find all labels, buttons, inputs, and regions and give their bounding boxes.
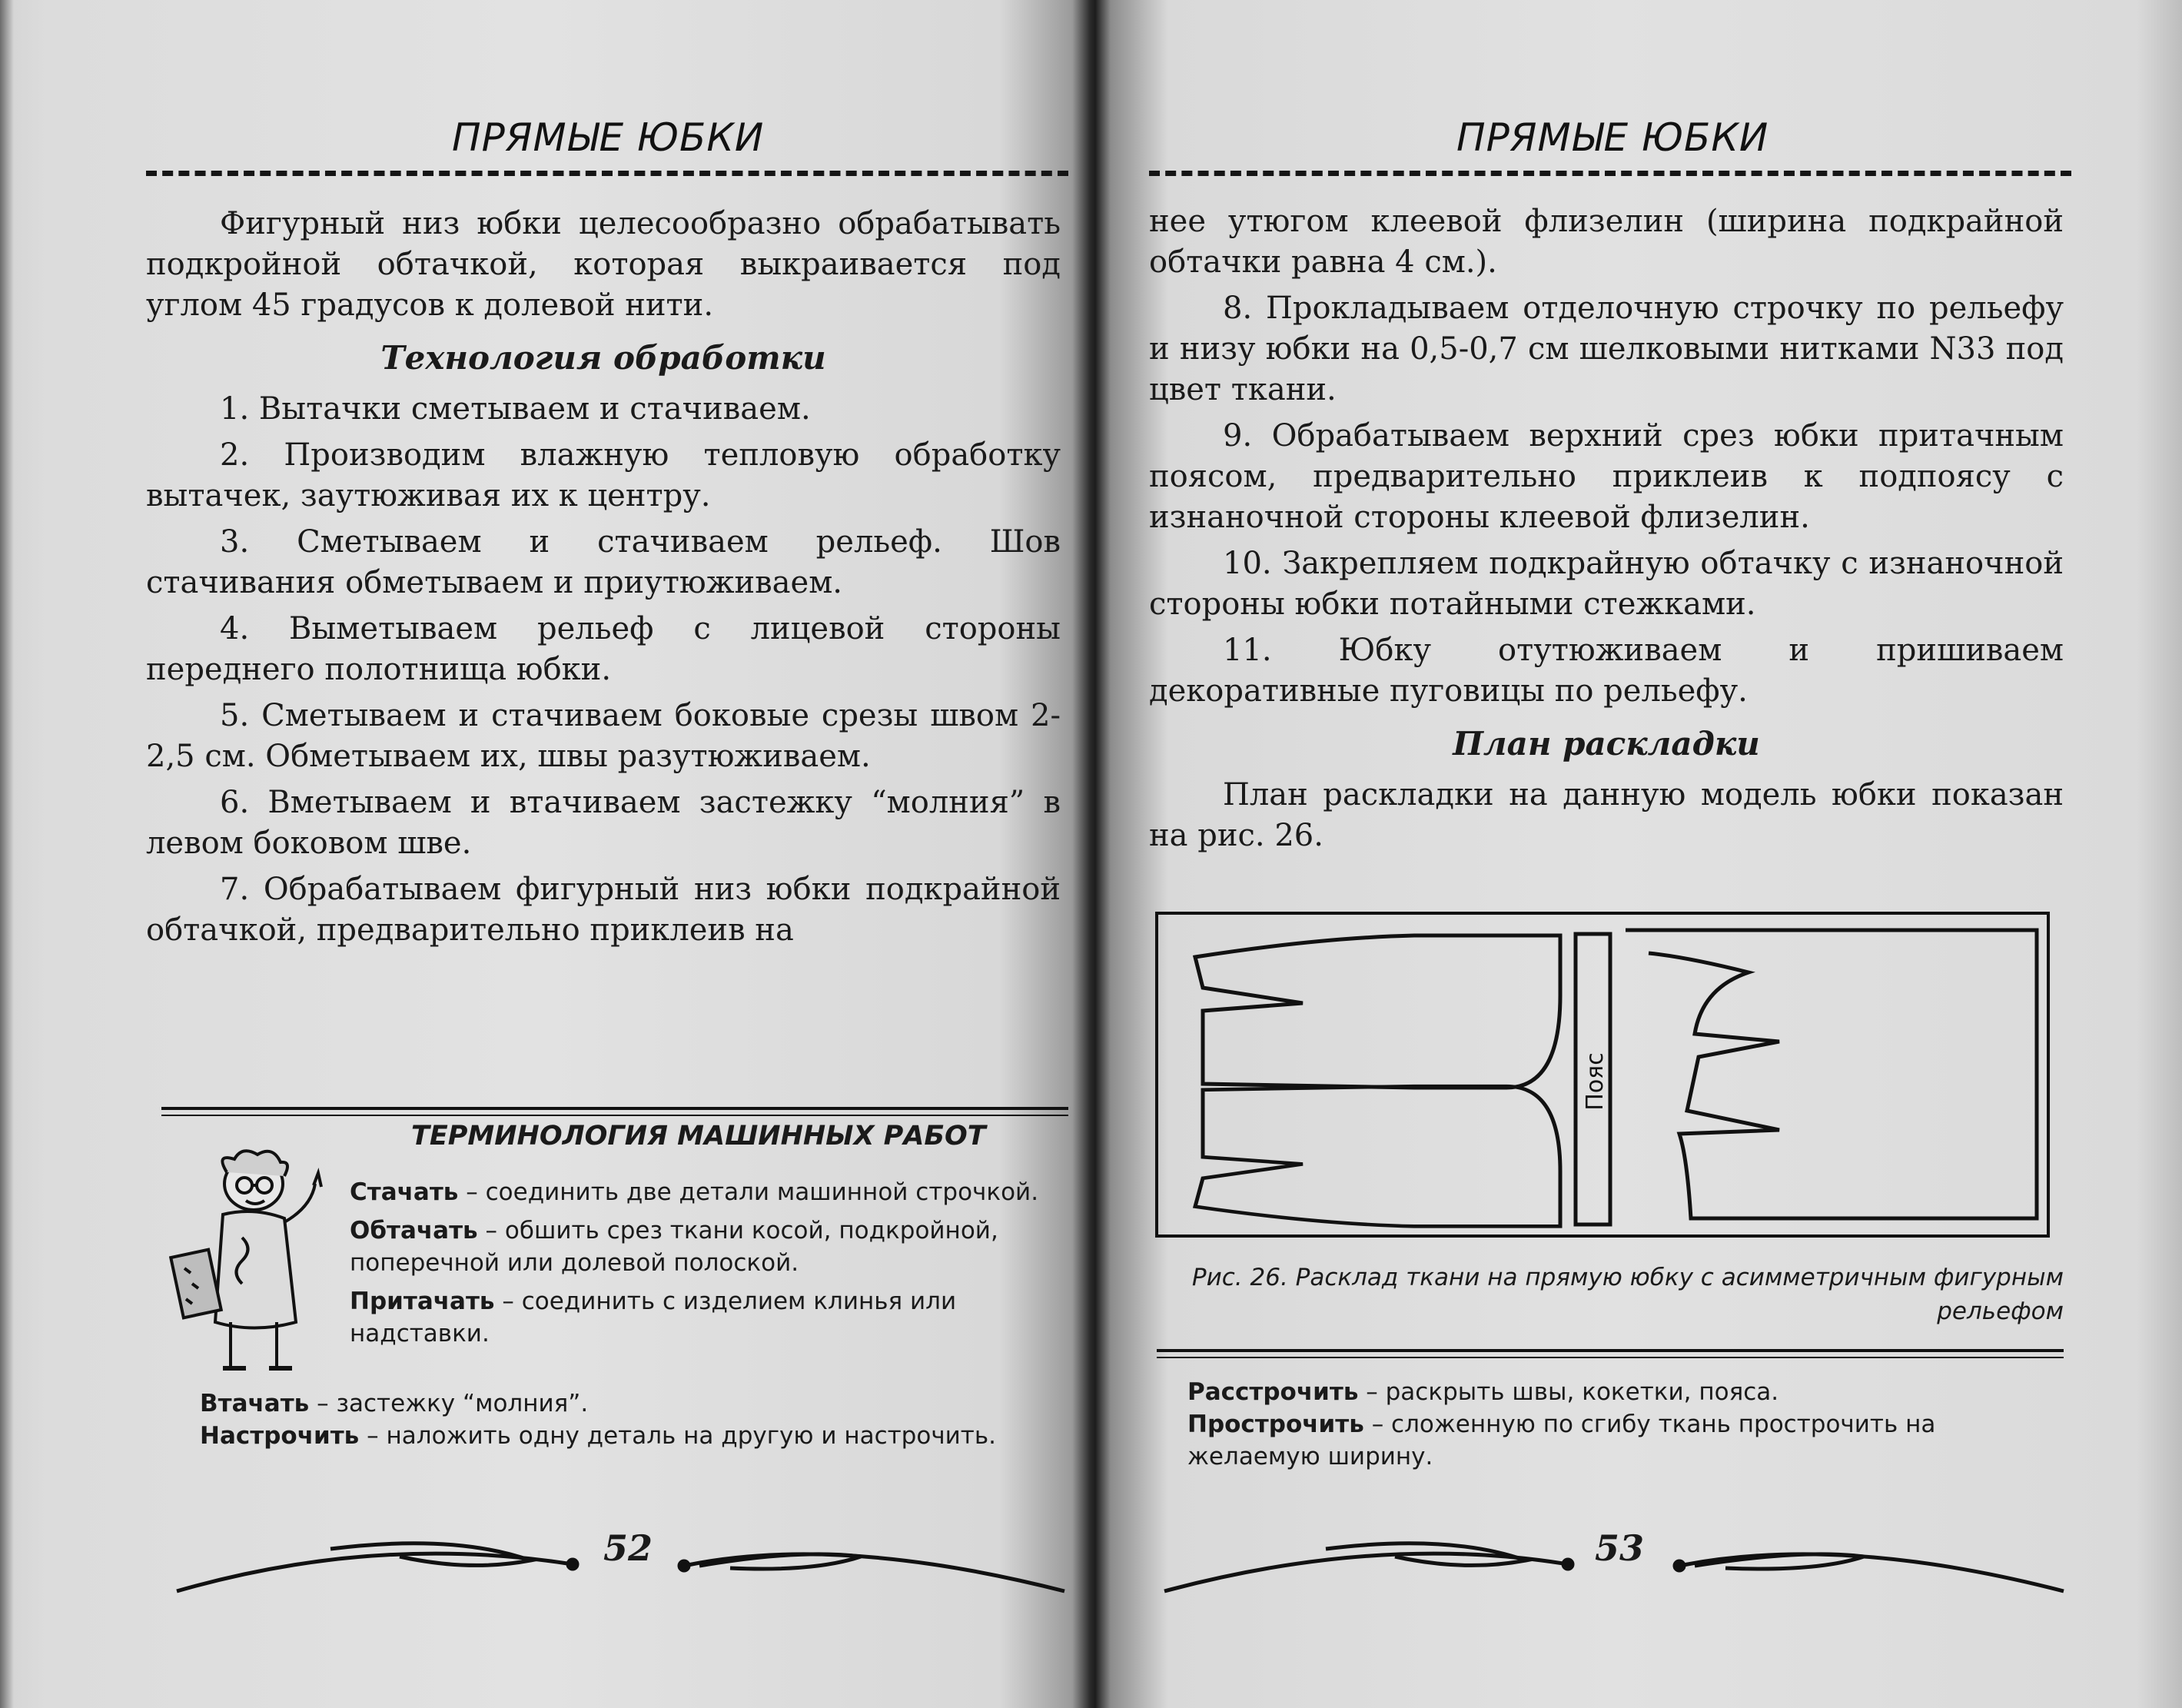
term-item bbox=[200, 1420, 1072, 1452]
figure-caption: Рис. 26. Расклад ткани на прямую юбку с асимметричным фигурным рельефом bbox=[1191, 1264, 2064, 1325]
term-definition: – соединить с изделием клинья или надставки. bbox=[350, 1288, 957, 1347]
step-9: 9. Обрабатываем верхний срез юбки притачным поясом, предварительно приклеив к подпоясу с изнаночной стороны клеевой флизелин. bbox=[1149, 418, 2064, 535]
terminology-list bbox=[1187, 1376, 2064, 1473]
term-definition: – наложить одну деталь на другую и настрочить. bbox=[359, 1422, 996, 1450]
step-4: 4. Выметываем рельеф с лицевой стороны переднего полотнища юбки. bbox=[146, 611, 1061, 687]
step-5: 5. Сметываем и стачиваем боковые срезы швом 2-2,5 см. Обметываем их, швы разутюживаем. bbox=[146, 698, 1061, 774]
terminology-title: ТЕРМИНОЛОГИЯ МАШИННЫХ РАБОТ bbox=[411, 1121, 986, 1151]
continuation-paragraph: нее утюгом клеевой флизелин (ширина подкрайной обтачки равна 4 см.). bbox=[1149, 204, 2064, 280]
page-number: 53 bbox=[1595, 1527, 1645, 1569]
term-name: Стачать bbox=[350, 1178, 459, 1206]
page-number: 52 bbox=[603, 1527, 653, 1569]
term-item bbox=[350, 1215, 1072, 1279]
intro-paragraph: Фигурный низ юбки целесообразно обрабатывать подкройной обтачкой, которая выкраивается под углом 45 градусов к долевой нити. bbox=[146, 206, 1061, 323]
step-11: 11. Юбку отутюживаем и пришиваем декоративные пуговицы по рельефу. bbox=[1149, 633, 2064, 709]
terminology-list-lower bbox=[200, 1387, 1072, 1452]
step-7: 7. Обрабатываем фигурный низ юбки подкрайной обтачкой, предварительно приклеив на bbox=[146, 872, 1061, 948]
term-definition: – соединить две детали машинной строчкой. bbox=[458, 1178, 1039, 1206]
term-item bbox=[1187, 1376, 2064, 1408]
terminology-top-rule-thin bbox=[1157, 1357, 2064, 1358]
term-name: Втачать bbox=[200, 1390, 310, 1417]
step-3: 3. Сметываем и стачиваем рельеф. Шов стачивания обметываем и приутюживаем. bbox=[146, 524, 1061, 600]
tailor-mascot-illustration bbox=[169, 1145, 338, 1376]
right-page bbox=[1149, 0, 2071, 1708]
section-title: Технология обработки bbox=[380, 339, 826, 377]
waistband-label: Пояс bbox=[1582, 1052, 1609, 1111]
step-8: 8. Прокладываем отделочную строчку по рельефу и низу юбки на 0,5-0,7 см шелковыми нитками N33 под цвет ткани. bbox=[1149, 291, 2064, 407]
term-definition: – сложенную по сгибу ткань прострочить на желаемую ширину. bbox=[1187, 1411, 1936, 1470]
step-1: 1. Вытачки сметываем и стачиваем. bbox=[220, 391, 811, 427]
fabric-layout-diagram bbox=[1149, 911, 2056, 1241]
right-body-text bbox=[1149, 201, 2064, 862]
terminology-top-rule bbox=[1157, 1349, 2064, 1352]
right-running-header bbox=[1149, 115, 2071, 184]
plan-paragraph: План раскладки на данную модель юбки показан на рис. 26. bbox=[1149, 777, 2064, 853]
terminology-top-rule-thin bbox=[161, 1115, 1068, 1116]
left-running-header bbox=[146, 115, 1068, 184]
terminology-top-rule bbox=[161, 1107, 1068, 1110]
right-footer bbox=[1149, 1518, 2071, 1610]
term-name: Притачать bbox=[350, 1288, 495, 1315]
term-definition: – застежку “молния”. bbox=[309, 1390, 589, 1417]
term-item bbox=[350, 1285, 1072, 1350]
term-definition: – обшить срез ткани косой, подкройной, поперечной или долевой полоской. bbox=[350, 1217, 998, 1277]
step-2: 2. Производим влажную тепловую обработку вытачек, заутюживая их к центру. bbox=[146, 437, 1061, 513]
term-item bbox=[1187, 1408, 2064, 1473]
term-item bbox=[350, 1176, 1072, 1208]
step-6: 6. Вметываем и втачиваем застежку “молния” в левом боковом шве. bbox=[146, 785, 1061, 861]
term-name: Настрочить bbox=[200, 1422, 360, 1450]
term-definition: – раскрыть швы, кокетки, пояса. bbox=[1358, 1378, 1779, 1406]
terminology-list bbox=[350, 1176, 1072, 1350]
left-footer bbox=[146, 1518, 1068, 1610]
term-name: Расстрочить bbox=[1187, 1378, 1359, 1406]
term-name: Прострочить bbox=[1187, 1411, 1364, 1438]
term-name: Обтачать bbox=[350, 1217, 478, 1244]
left-body-text bbox=[146, 204, 1061, 956]
section-title: План раскладки bbox=[1453, 725, 1760, 763]
running-header-title: ПРЯМЫЕ ЮБКИ bbox=[452, 115, 765, 160]
left-page bbox=[146, 0, 1068, 1708]
step-10: 10. Закрепляем подкрайную обтачку с изнаночной стороны юбки потайными стежками. bbox=[1149, 546, 2064, 622]
header-dashed-line bbox=[1149, 171, 2071, 176]
header-dashed-line bbox=[146, 171, 1068, 176]
running-header-title: ПРЯМЫЕ ЮБКИ bbox=[1456, 115, 1769, 160]
term-item bbox=[200, 1387, 1072, 1420]
